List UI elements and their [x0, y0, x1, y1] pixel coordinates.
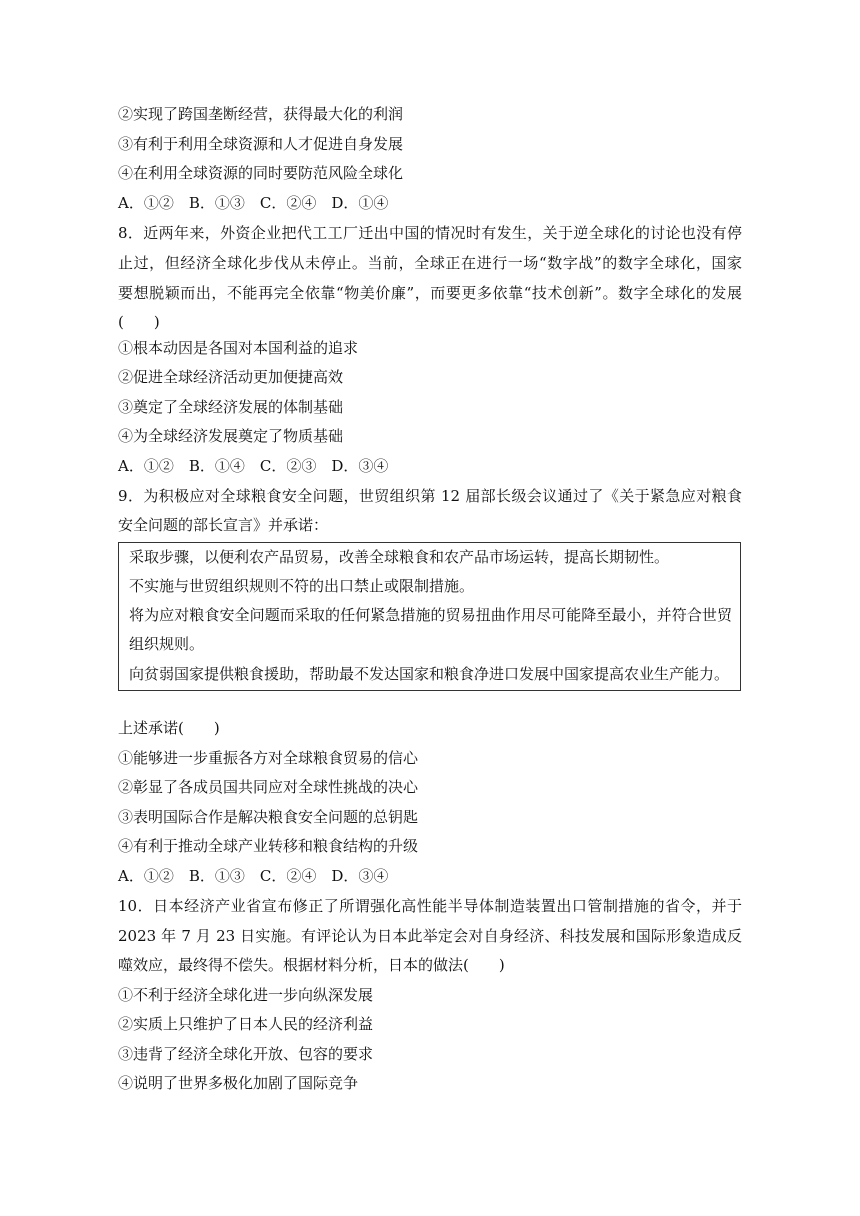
q10-stem-line-1: 10．日本经济产业省宣布修正了所谓强化高性能半导体制造装置出口管制措施的省令，并于	[118, 897, 742, 915]
q9-option-4: ④有利于推动全球产业转移和粮食结构的升级	[118, 837, 419, 855]
q9-option-1: ①能够进一步重振各方对全球粮食贸易的信心	[118, 749, 419, 767]
q8-stem-line-2: 止过，但经济全球化步伐从未停止。当前，全球正在进行一场“数字战”的数字全球化，国家	[118, 254, 742, 272]
q10-stem-line-2: 2023 年 7 月 23 日实施。有评论认为日本此举定会对自身经济、科技发展和国际形象造成反	[118, 927, 742, 945]
q9-material-box	[118, 542, 741, 691]
q9-prompt: 上述承诺( )	[118, 719, 220, 737]
q9-box-line-3: 将为应对粮食安全问题而采取的任何紧急措施的贸易扭曲作用尽可能降至最小，并符合世贸	[129, 606, 732, 624]
q9-box-line-4: 组织规则。	[129, 635, 205, 653]
q9-box-line-5: 向贫弱国家提供粮食援助，帮助最不发达国家和粮食净进口发展中国家提高农业生产能力。	[129, 665, 730, 683]
q7-option-2: ②实现了跨国垄断经营，获得最大化的利润	[118, 105, 404, 123]
q7-option-3: ③有利于利用全球资源和人才促进自身发展	[118, 135, 404, 153]
q8-option-3: ③奠定了全球经济发展的体制基础	[118, 398, 344, 416]
q9-box-line-1: 采取步骤，以便利农产品贸易，改善全球粮食和农产品市场运转，提高长期韧性。	[129, 548, 670, 566]
q10-option-4: ④说明了世界多极化加剧了国际竞争	[118, 1074, 359, 1092]
q10-option-3: ③违背了经济全球化开放、包容的要求	[118, 1045, 374, 1063]
q8-stem-line-1: 8．近两年来，外资企业把代工工厂迁出中国的情况时有发生，关于逆全球化的讨论也没有停	[118, 224, 742, 242]
q8-stem-line-4: ( )	[118, 313, 160, 331]
q9-option-2: ②彰显了各成员国共同应对全球性挑战的决心	[118, 778, 419, 796]
q8-answer-choices: A．①② B．①④ C．②③ D．③④	[118, 457, 389, 475]
q9-option-3: ③表明国际合作是解决粮食安全问题的总钥匙	[118, 808, 419, 826]
q10-option-1: ①不利于经济全球化进一步向纵深发展	[118, 986, 374, 1004]
q10-stem-line-3: 噬效应，最终得不偿失。根据材料分析，日本的做法( )	[118, 956, 505, 974]
q9-answer-choices: A．①② B．①③ C．②④ D．③④	[118, 867, 389, 885]
q8-option-1: ①根本动因是各国对本国利益的追求	[118, 339, 359, 357]
q10-option-2: ②实质上只维护了日本人民的经济利益	[118, 1015, 374, 1033]
q8-stem-line-3: 要想脱颖而出，不能再完全依靠“物美价廉”，而要更多依靠“技术创新”。数字全球化的发展	[118, 284, 742, 302]
q8-option-2: ②促进全球经济活动更加便捷高效	[118, 368, 344, 386]
q9-stem-line-1: 9．为积极应对全球粮食安全问题，世贸组织第 12 届部长级会议通过了《关于紧急应对粮食	[118, 487, 742, 505]
q9-stem-line-2: 安全问题的部长宣言》并承诺：	[118, 516, 329, 534]
q7-option-4: ④在利用全球资源的同时要防范风险全球化	[118, 164, 404, 182]
q9-box-line-2: 不实施与世贸组织规则不符的出口禁止或限制措施。	[129, 577, 475, 595]
q7-answer-choices: A．①② B．①③ C．②④ D．①④	[118, 194, 389, 212]
q8-option-4: ④为全球经济发展奠定了物质基础	[118, 427, 344, 445]
